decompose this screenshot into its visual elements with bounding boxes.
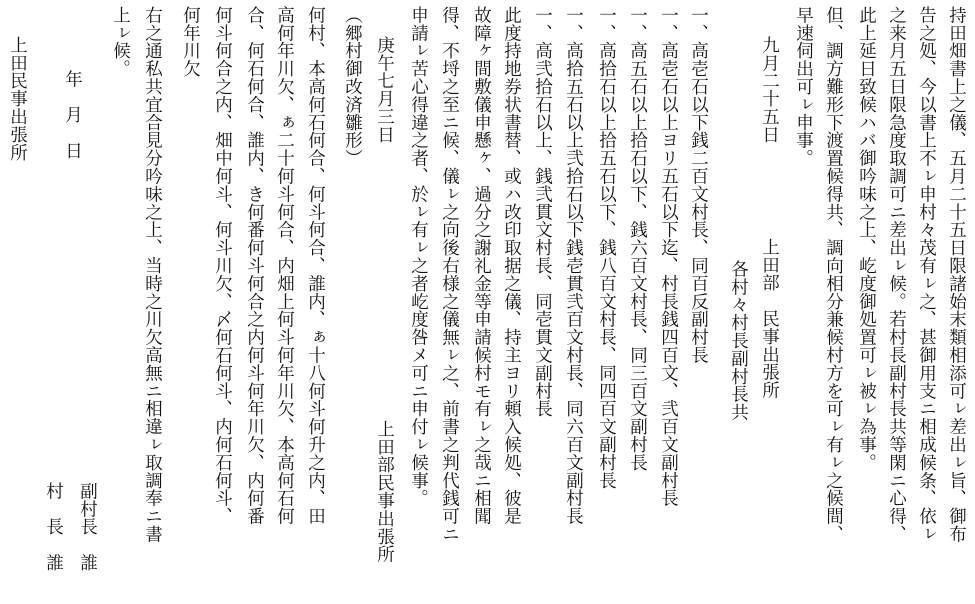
item-line-5: 一、高拾五石以上弐拾石以下銭壱貫弐百文村長、同六百文副村長 (563, 6, 584, 526)
text-column-3: 之来月五日限急度取調可ニ差出ㇾ候。若村長副村長共等閑ニ心得、 (886, 6, 907, 543)
section-heading: （郷村御改済雛形） (342, 6, 363, 168)
text-column-26: 何年川欠 (180, 6, 201, 78)
item-line-3: 一、高五石以上拾石以下、銭六百文村長、同三百文副村長 (627, 6, 648, 472)
text-column-17: 得、不埒之至ニ候、儀ㇾ之向後右様之儀無ㇾ之、前書之判代銭可ニ (439, 6, 460, 543)
date-line: 九月二十五日 (759, 36, 780, 144)
text-column-16: 故障ヶ間敷儀申懸ヶ、過分之謝礼金等申請候村モ有ㇾ之哉ニ相聞 (471, 6, 492, 526)
issuer-line-2: 上田部民事出張所 (374, 420, 395, 564)
item-line-1: 一、高壱石以下銭二百文村長、同百反副村長 (688, 6, 709, 364)
text-column-6: 早速伺出可ㇾ申事。 (793, 6, 814, 168)
text-column-27: 右之通私共宜合見分吟味之上、当時之川欠高無ニ相違ㇾ取調奉ニ書 (142, 6, 163, 543)
date-line-2: 庚午七月三日 (374, 36, 395, 144)
signer-vice-chief: 副村長 誰 (77, 482, 98, 572)
text-column-15: 此度持地券状書替、或ハ改印取据之儀、持主ヨリ頼入候処、彼是 (501, 6, 522, 526)
text-column-1: 持田畑書上之儀、五月二十五日限諸始末類相添可ㇾ差出ㇾ旨、御布 (946, 6, 967, 543)
item-line-4: 一、高拾石以上拾五石以下、銭八百文村長、同四百文副村長 (596, 6, 617, 490)
text-column-5: 但、調方難形下渡置候得共、調向相分兼候村方を可ㇾ有ㇾ之候間、 (823, 6, 844, 543)
text-column-2: 告之処、今以書上不ㇾ申村々茂有ㇾ之、甚御用支ニ相成候条、依ㇾ (916, 6, 937, 543)
text-column-25: 何斗何合之内、畑中何斗、何斗川欠、〆何石何斗、内何石何斗、 (212, 6, 233, 526)
item-line-6: 一、高弐拾石以上、銭弐貫文村長、同壱貫文副村長 (532, 6, 553, 418)
text-column-24: 合、何石何合、誰内、き何番何斗何合之内何斗何年川欠、内何番 (244, 6, 265, 526)
text-column-4: 此上延日致候ハバ御吟味之上、屹度御処置可ㇾ被ㇾ為事。 (856, 6, 877, 472)
text-column-23: 高何年川欠、ぁ二十何斗何合、内畑上何斗何年川欠、本高何石何 (274, 6, 295, 526)
text-column-28: 上ㇾ候。 (110, 6, 131, 78)
text-column-22: 何村、本高何石何合、何斗何合、誰内、ぁ十八何斗何升之内、田 (305, 6, 326, 526)
office-name: 上田民事出張所 (7, 36, 28, 162)
issuer-line: 上田部 民事出張所 (759, 238, 780, 400)
signer-chief: 村 長 誰 (43, 482, 64, 572)
addressee-line: 各村々村長副村長共 (728, 260, 749, 422)
date-blank: 年 月 日 (62, 70, 83, 160)
text-column-18: 申請ㇾ苦心得違之者、於ㇾ有ㇾ之者屹度咎メ可ニ申付ㇾ候事。 (408, 6, 429, 508)
item-line-2: 一、高壱石以上ヨリ五石以下迄、村長銭四百文、弐百文副村長 (658, 6, 679, 508)
